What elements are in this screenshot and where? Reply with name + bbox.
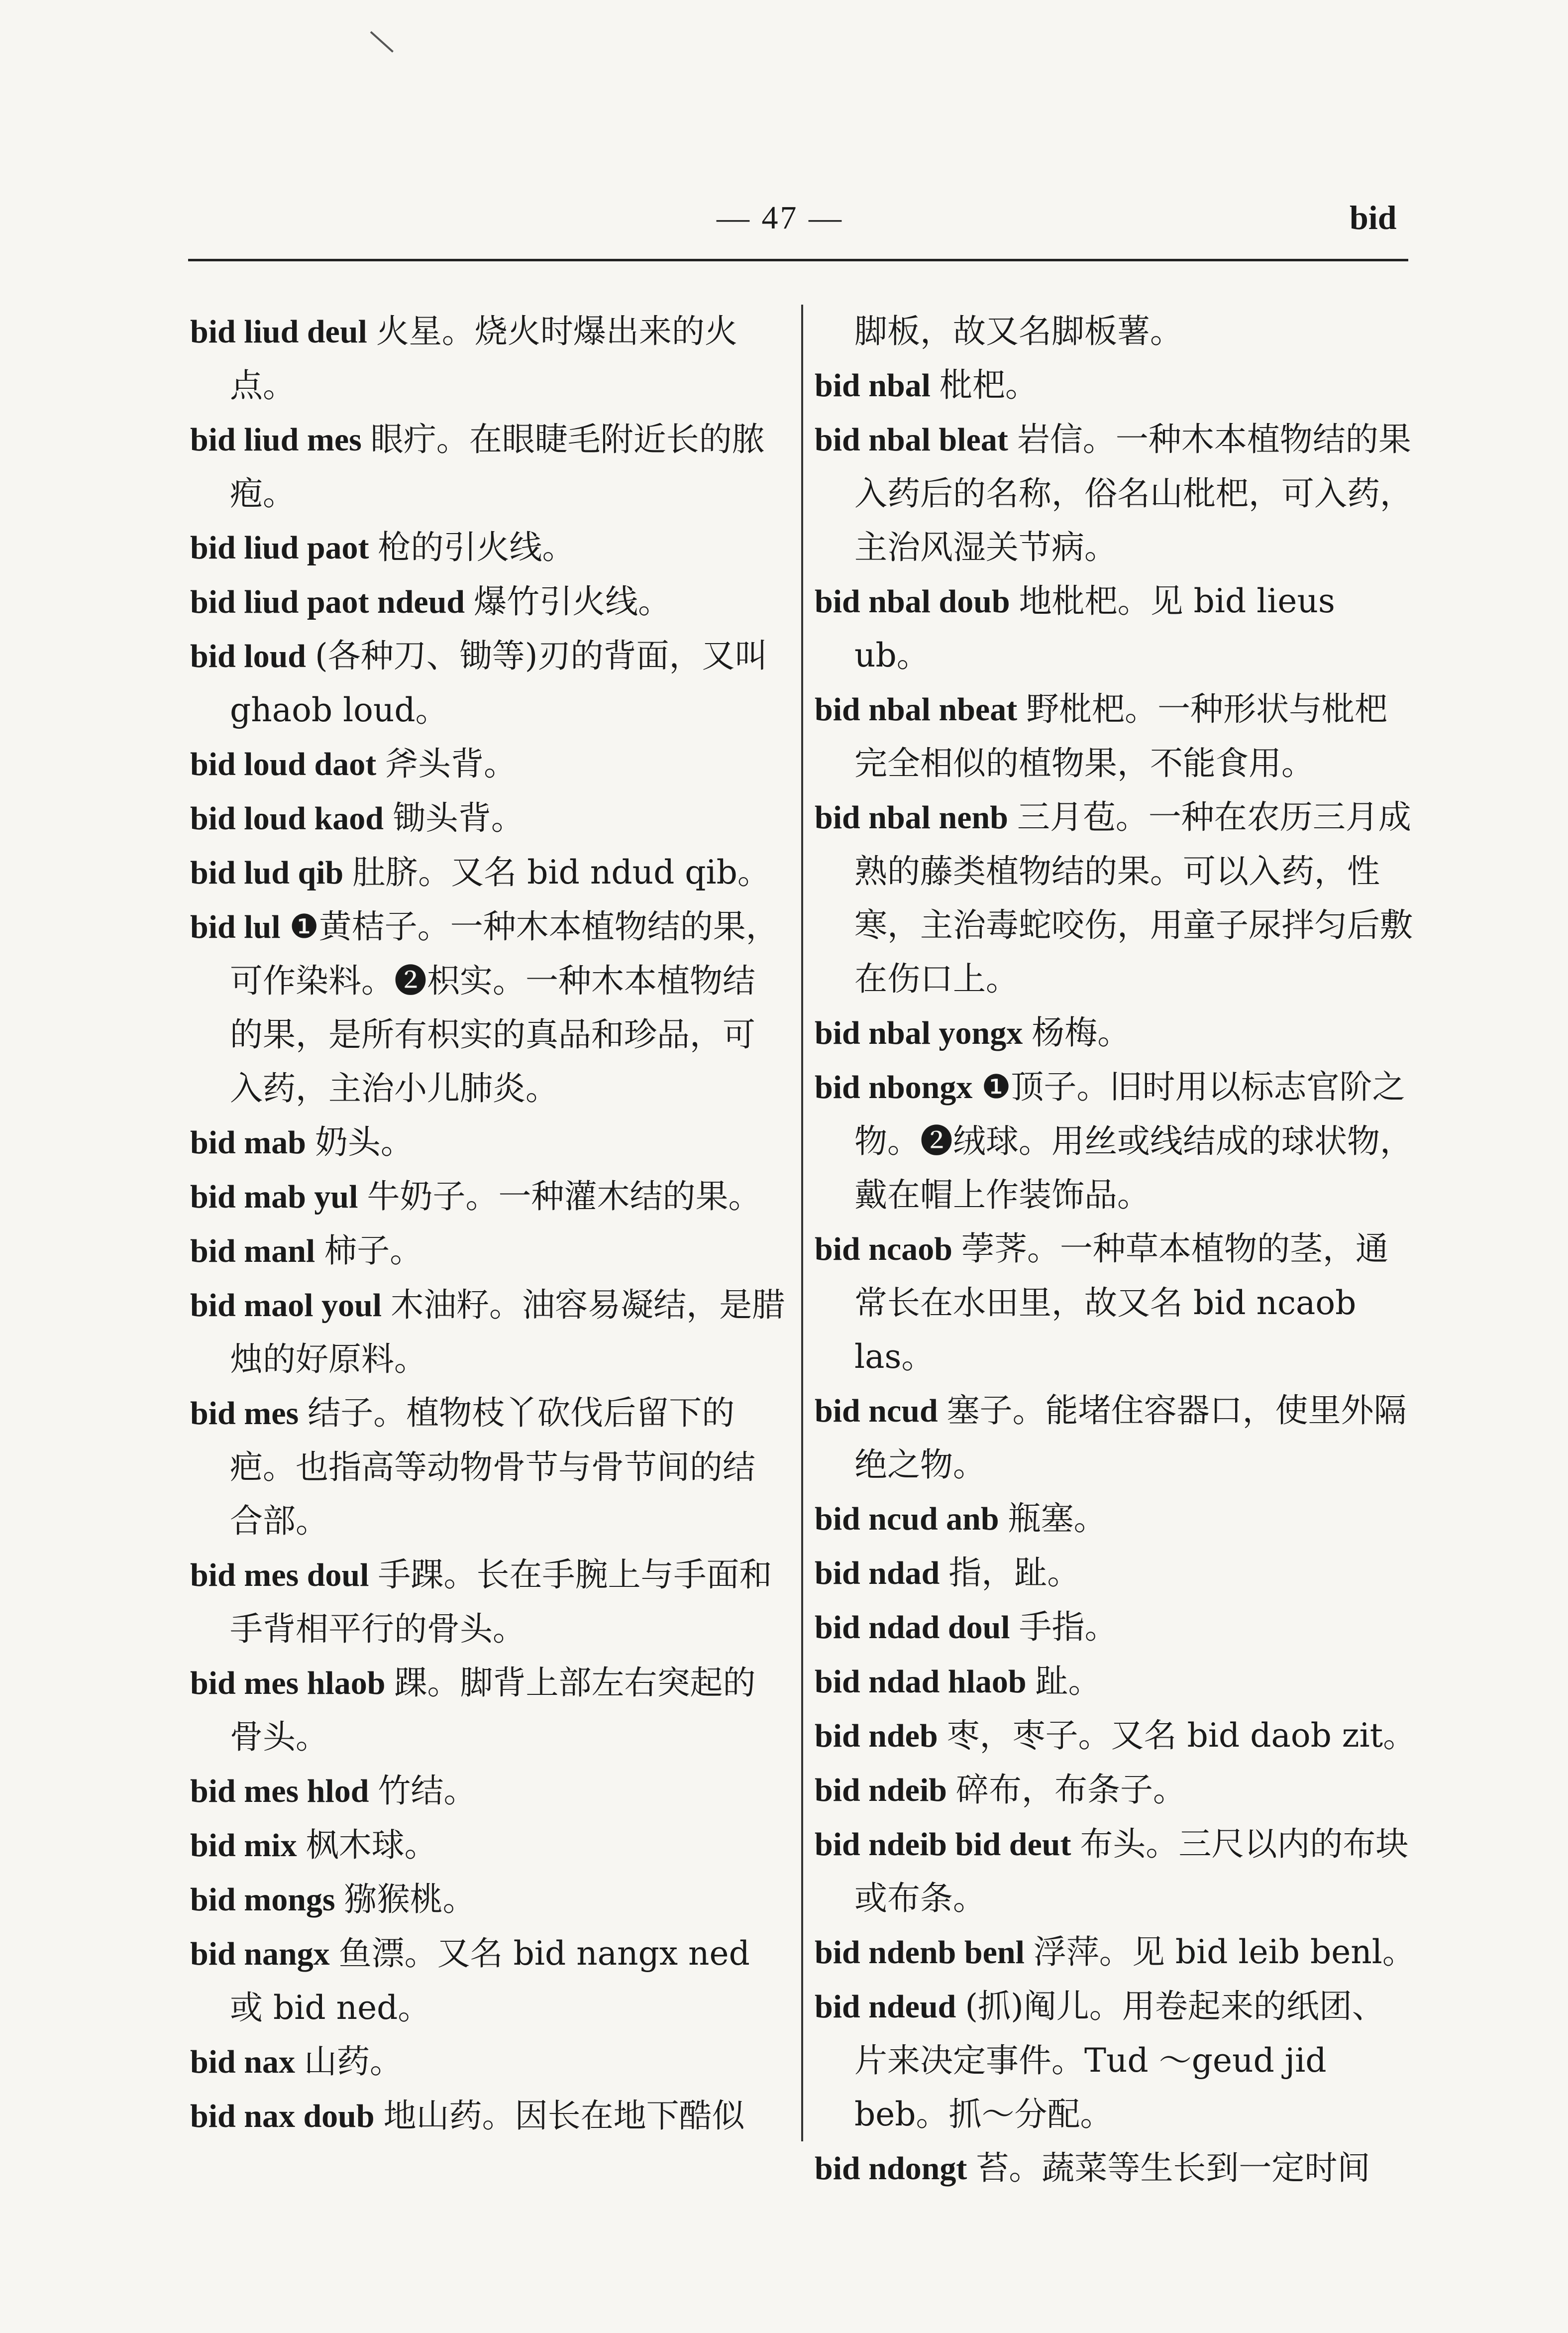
dictionary-entry: [190, 521, 787, 575]
dictionary-entry: [190, 737, 787, 791]
entry-headword: bid ndad hlaob: [815, 1664, 1027, 1700]
entry-headword: bid mab: [190, 1124, 306, 1161]
entry-definition: 瓶塞。: [1008, 1499, 1107, 1538]
column-divider: [801, 305, 803, 2141]
entry-definition: 柿子。: [324, 1231, 423, 1270]
entry-definition: 枫木球。: [306, 1826, 437, 1864]
dictionary-entry: [815, 1006, 1417, 1060]
entry-headword: bid ndeib: [815, 1772, 947, 1808]
entry-headword: bid ndeib bid deut: [815, 1826, 1071, 1863]
entry-headword: bid maol youl: [190, 1287, 382, 1324]
entry-definition: 猕猴桃。: [344, 1880, 476, 1918]
entry-headword: bid loud: [190, 638, 306, 674]
entry-definition: (各种刀、锄等)刃的背面，又叫 ghaob loud。: [230, 637, 768, 729]
entry-headword: bid manl: [190, 1233, 315, 1269]
entry-definition: 奶头。: [314, 1123, 414, 1161]
dictionary-entry: [190, 1764, 787, 1818]
entry-headword: bid ndad doul: [815, 1609, 1010, 1646]
entry-definition: 荸荠。一种草本植物的茎，通常长在水田里，故又名 bid ncaob las。: [854, 1229, 1388, 1376]
dictionary-entry: [190, 1224, 787, 1278]
entry-headword: bid lul: [190, 909, 281, 945]
dictionary-entry: [190, 1927, 787, 2035]
dictionary-entry: [190, 575, 787, 629]
dictionary-entry: [815, 1060, 1417, 1222]
entry-headword: bid lud qib: [190, 855, 344, 891]
entry-headword: bid mes hlaob: [190, 1665, 386, 1701]
entry-definition: 鱼漂。又名 bid nangx ned 或 bid ned。: [230, 1934, 750, 2027]
entry-definition: 杨梅。: [1032, 1013, 1131, 1052]
dictionary-entry: [815, 413, 1417, 574]
dictionary-entry: [815, 1980, 1417, 2141]
entry-definition: 眼疔。在眼睫毛附近长的脓疱。: [230, 420, 765, 513]
dictionary-entry: [815, 1600, 1417, 1655]
entry-definition: 锄头背。: [392, 799, 524, 837]
entry-definition: 火星。烧火时爆出来的火点。: [230, 312, 737, 405]
dictionary-entry: [190, 1548, 787, 1656]
entry-headword: bid liud deul: [190, 314, 367, 350]
entry-definition: 手踝。长在手腕上与手面和手背相平行的骨头。: [230, 1555, 772, 1648]
dictionary-entry: [815, 1763, 1417, 1817]
dictionary-entry: [190, 900, 787, 1115]
entry-definition: 趾。: [1035, 1662, 1101, 1700]
entry-headword: bid loud kaod: [190, 800, 384, 837]
entry-definition: 结子。植物枝丫砍伐后留下的疤。也指高等动物骨节与骨节间的结合部。: [230, 1394, 755, 1540]
entry-definition: 木油籽。油容易凝结，是腊烛的好原料。: [230, 1286, 785, 1378]
header-rule: [188, 259, 1408, 261]
entry-headword: bid ncaob: [815, 1231, 952, 1267]
entry-headword: bid nbal nbeat: [815, 691, 1018, 728]
entry-headword: bid mab yul: [190, 1179, 358, 1215]
entry-headword: bid nbal yongx: [815, 1015, 1023, 1051]
entry-headword: bid nax doub: [190, 2098, 375, 2134]
entry-definition: 地枇杷。见 bid lieus ub。: [854, 582, 1335, 674]
entry-headword: bid nbal nenb: [815, 799, 1008, 836]
right-column: [815, 305, 1417, 2196]
entry-definition: 碎布，布条子。: [956, 1771, 1186, 1809]
entry-headword: bid liud paot ndeud: [190, 584, 465, 620]
entry-headword: bid ndeud: [815, 1989, 956, 2025]
entry-headword: bid nbal: [815, 367, 931, 404]
entry-definition: 布头。三尺以内的布块或布条。: [854, 1825, 1409, 1917]
dictionary-entry: [815, 1222, 1417, 1384]
entry-headword: bid mongs: [190, 1882, 335, 1918]
dictionary-entry: [190, 1386, 787, 1548]
entry-definition: 肚脐。又名 bid ndud qib。: [352, 853, 770, 891]
dictionary-entry: [815, 1492, 1417, 1546]
entry-definition: 野枇杷。一种形状与枇杷完全相似的植物果，不能食用。: [854, 690, 1388, 782]
entry-definition: 三月苞。一种在农历三月成熟的藤类植物结的果。可以入药，性寒，主治毒蛇咬伤，用童子尿拌匀后敷在伤口上。: [854, 798, 1413, 998]
entry-definition: 斧头背。: [385, 745, 517, 783]
entry-headword: bid liud mes: [190, 422, 362, 458]
dictionary-entry: [190, 413, 787, 521]
dictionary-entry: [190, 305, 787, 413]
entry-headword: bid mix: [190, 1827, 297, 1864]
dictionary-entry: [190, 791, 787, 846]
entry-headword: bid ncud anb: [815, 1501, 999, 1537]
dictionary-entry: [815, 1546, 1417, 1600]
dictionary-entry: [815, 358, 1417, 413]
dictionary-entry: [190, 2089, 787, 2143]
entry-headword: bid nax: [190, 2044, 295, 2080]
entry-headword: bid mes hlod: [190, 1773, 369, 1809]
entry-definition: 枇杷。: [940, 366, 1038, 404]
entry-headword: bid nangx: [190, 1936, 330, 1972]
dictionary-entry: [190, 846, 787, 900]
entry-headword: bid ndad: [815, 1555, 940, 1591]
page-number: — 47 —: [717, 200, 843, 236]
dictionary-entry: [815, 790, 1417, 1006]
entry-definition: 枪的引火线。: [378, 528, 575, 566]
entry-definition: 塞子。能堵住容器口，使里外隔绝之物。: [854, 1391, 1407, 1484]
dictionary-entry: [190, 1873, 787, 1927]
entry-definition: 踝。脚背上部左右突起的骨头。: [230, 1664, 756, 1756]
entry-definition: ❶顶子。旧时用以标志官阶之物。❷绒球。用丝或线结成的球状物，戴在帽上作装饰品。: [854, 1068, 1413, 1214]
dictionary-entry: [190, 1278, 787, 1386]
dictionary-entry: [190, 1170, 787, 1224]
dictionary-entry: [190, 1818, 787, 1873]
entry-definition: 枣，枣子。又名 bid daob zit。: [946, 1716, 1416, 1755]
entry-headword: bid mes: [190, 1395, 299, 1432]
scan-mark: [370, 31, 394, 53]
entry-definition: 爆竹引火线。: [474, 582, 671, 621]
dictionary-entry: [815, 682, 1417, 790]
dictionary-entry: [815, 305, 1417, 358]
entry-headword: bid nbongx: [815, 1069, 973, 1106]
entry-definition: 浮萍。见 bid leib benl。: [1033, 1933, 1415, 1971]
dictionary-entry: [190, 1656, 787, 1764]
dictionary-entry: [815, 574, 1417, 682]
entry-definition: 竹结。: [378, 1772, 477, 1810]
dictionary-entry: [190, 1115, 787, 1170]
entry-headword: bid loud daot: [190, 746, 377, 782]
dictionary-entry: [190, 629, 787, 737]
entry-headword: bid ndenb benl: [815, 1934, 1025, 1971]
left-column: [190, 305, 787, 2143]
entry-definition: 岩信。一种木本植物结的果入药后的名称，俗名山枇杷，可入药，主治风湿关节病。: [854, 420, 1413, 566]
dictionary-entry: [815, 1709, 1417, 1763]
dictionary-entry: [190, 2035, 787, 2089]
dictionary-entry: [815, 1925, 1417, 1980]
entry-definition: (抓)阄儿。用卷起来的纸团、片来决定事件。Tud ～geud jid beb。抓～分配。: [854, 1987, 1385, 2133]
entry-definition: 苔。蔬菜等生长到一定时间: [976, 2149, 1370, 2187]
entry-headword: bid mes doul: [190, 1557, 369, 1593]
entry-definition: 手指。: [1019, 1608, 1118, 1646]
dictionary-entry: [815, 1655, 1417, 1709]
entry-definition: ❶黄桔子。一种木本植物结的果，可作染料。❷枳实。一种木本植物结的果，是所有枳实的真品和珍品，可入药，主治小儿肺炎。: [230, 907, 779, 1108]
entry-definition: 山药。: [304, 2042, 403, 2081]
entry-headword: bid ndongt: [815, 2150, 967, 2187]
dictionary-entry: [815, 1817, 1417, 1925]
entry-headword: bid nbal bleat: [815, 422, 1008, 458]
entry-headword: bid liud paot: [190, 530, 369, 566]
entry-headword: bid ncud: [815, 1393, 938, 1429]
dictionary-entry: [815, 2141, 1417, 2196]
entry-definition: 指，趾。: [948, 1554, 1080, 1592]
entry-definition: 地山药。因长在地下酷似: [383, 2097, 745, 2135]
entry-headword: bid nbal doub: [815, 583, 1010, 620]
dictionary-entry: [815, 1384, 1417, 1492]
running-head: bid: [1350, 199, 1397, 236]
entry-definition: 牛奶子。一种灌木结的果。: [367, 1177, 761, 1216]
entry-definition: 脚板，故又名脚板薯。: [854, 312, 1183, 350]
entry-headword: bid ndeb: [815, 1718, 938, 1754]
